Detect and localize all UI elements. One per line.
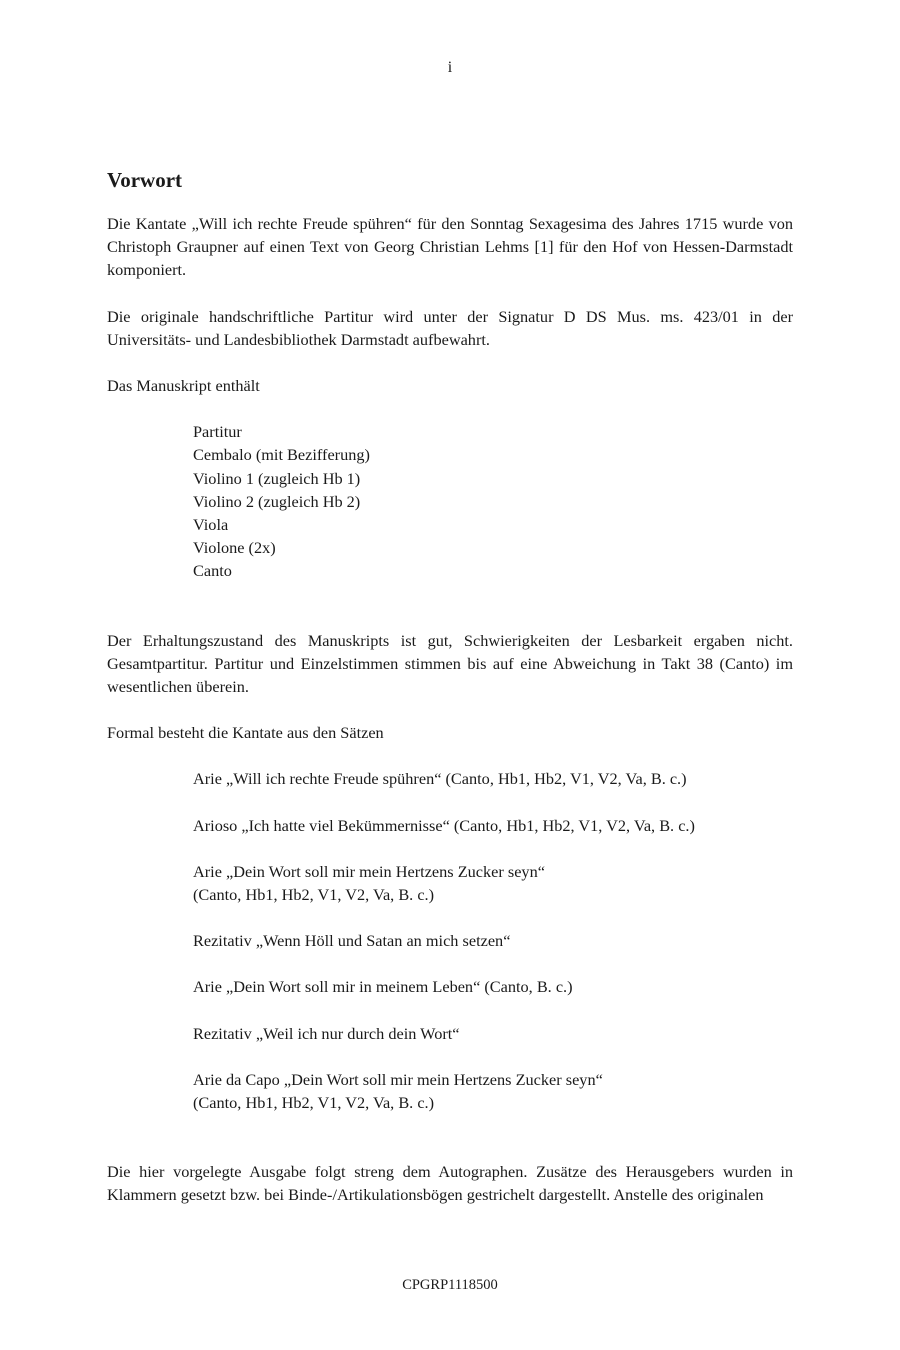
list-item: Partitur xyxy=(193,422,242,442)
movement-item xyxy=(193,1068,793,1114)
movement-item xyxy=(193,814,793,837)
paragraph-signature: Die originale handschriftliche Partitur wird unter der Signatur D DS Mus. ms. 423/01 in der Universitäts- und Landesbibliothek Darmstadt aufbewahrt. xyxy=(107,306,793,349)
movements-list xyxy=(107,767,793,1114)
movement-item xyxy=(193,1022,793,1045)
movement-line: Arie „Will ich rechte Freude spühren“ (Canto, Hb1, Hb2, V1, V2, Va, B. c.) xyxy=(193,769,687,789)
paragraph-contains-intro: Das Manuskript enthält xyxy=(107,376,260,396)
manuscript-parts-list xyxy=(107,420,793,582)
list-item: Violino 1 (zugleich Hb 1) xyxy=(193,468,361,488)
catalog-id: CPGRP1118500 xyxy=(402,1277,498,1293)
movement-item xyxy=(193,767,793,790)
movement-item xyxy=(193,860,793,906)
movement-line-scoring: (Canto, Hb1, Hb2, V1, V2, Va, B. c.) xyxy=(193,885,435,905)
movement-line: Arie „Dein Wort soll mir mein Hertzens Zucker seyn“ xyxy=(193,861,545,881)
list-item: Violino 2 (zugleich Hb 2) xyxy=(193,491,361,511)
paragraph-condition: Der Erhaltungszustand des Manuskripts ist gut, Schwierigkeiten der Lesbarkeit ergaben nicht. Gesamtpartitur. Partitur und Einzelstimmen stimmen bis auf eine Abweichung in Takt 38 (Canto) im wesentlichen überein. xyxy=(107,630,793,697)
paragraph-movements-intro: Formal besteht die Kantate aus den Sätzen xyxy=(107,723,384,743)
movement-line: Arie „Dein Wort soll mir in meinem Leben“ (Canto, B. c.) xyxy=(193,977,573,997)
movement-item xyxy=(193,929,793,952)
paragraph-intro: Die Kantate „Will ich rechte Freude spühren“ für den Sonntag Sexagesima des Jahres 1715 wurde von Christoph Graupner auf einen Text von Georg Christian Lehms [1] für den Hof von Hessen-Darmstadt komponiert. xyxy=(107,214,793,280)
document-body xyxy=(107,166,793,1207)
list-item: Viola xyxy=(193,515,229,535)
page-number: i xyxy=(447,59,453,76)
paragraph-edition: Die hier vorgelegte Ausgabe folgt streng dem Autographen. Zusätze des Herausgebers wurden in Klammern gesetzt bzw. bei Binde-/Artikulationsbögen gestrichelt dargestellt. Anstelle des originalen xyxy=(107,1162,793,1205)
page-title: Vorwort xyxy=(107,168,183,192)
movement-line: Rezitativ „Wenn Höll und Satan an mich setzen“ xyxy=(193,931,511,951)
movement-item xyxy=(193,975,793,998)
movement-line: Arioso „Ich hatte viel Bekümmernisse“ (Canto, Hb1, Hb2, V1, V2, Va, B. c.) xyxy=(193,815,695,835)
movement-line: Arie da Capo „Dein Wort soll mir mein Hertzens Zucker seyn“ xyxy=(193,1069,603,1089)
list-item: Cembalo (mit Bezifferung) xyxy=(193,445,370,465)
movement-line-scoring: (Canto, Hb1, Hb2, V1, V2, Va, B. c.) xyxy=(193,1093,435,1113)
movement-line: Rezitativ „Weil ich nur durch dein Wort“ xyxy=(193,1023,460,1043)
list-item: Canto xyxy=(193,561,232,581)
list-item: Violone (2x) xyxy=(193,538,276,558)
